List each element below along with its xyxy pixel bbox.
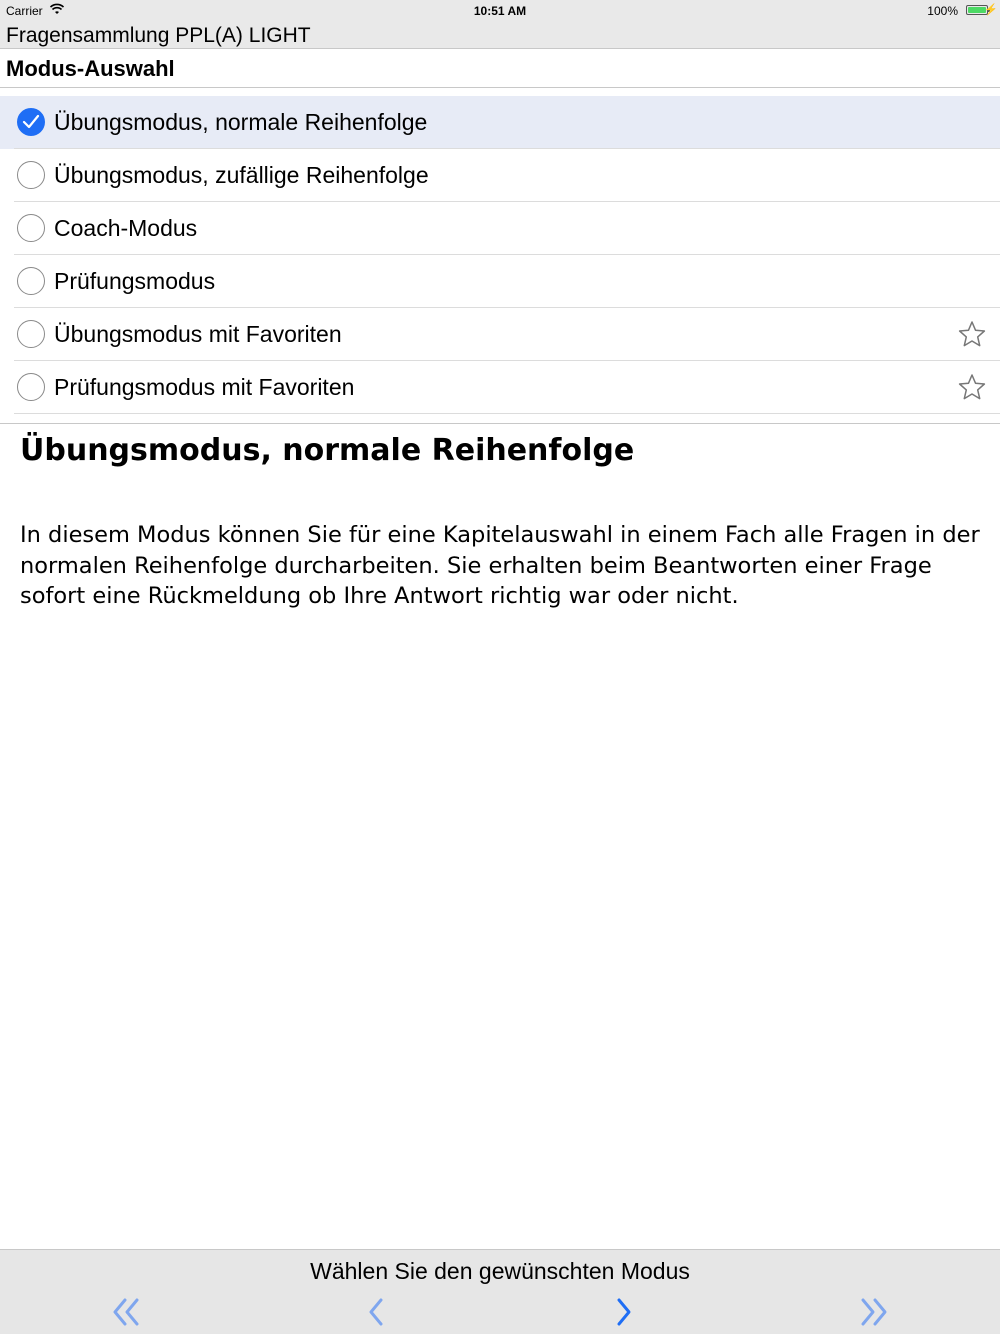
mode-option[interactable]: [0, 96, 1000, 149]
double-chevron-right-icon: [857, 1294, 893, 1330]
radio-button[interactable]: [17, 161, 45, 189]
mode-label: Übungsmodus mit Favoriten: [54, 321, 342, 347]
star-icon: [958, 373, 986, 406]
mode-label: Prüfungsmodus: [54, 268, 216, 294]
section-header: Modus-Auswahl: [0, 50, 1000, 88]
chevron-left-icon: [357, 1294, 393, 1330]
radio-button[interactable]: [17, 108, 45, 136]
radio-button[interactable]: [17, 214, 45, 242]
hint-text: Wählen Sie den gewünschten Modus: [310, 1258, 690, 1284]
mode-option[interactable]: [0, 255, 1000, 308]
mode-label: Prüfungsmodus mit Favoriten: [54, 374, 355, 400]
charging-icon: ⚡: [984, 4, 998, 16]
battery-percentage: 100%: [927, 4, 958, 18]
double-chevron-left-icon: [107, 1294, 143, 1330]
mode-option[interactable]: [0, 202, 1000, 255]
previous-button[interactable]: [357, 1294, 393, 1330]
mode-option[interactable]: [0, 361, 1000, 414]
divider: [0, 423, 1000, 424]
carrier-label: Carrier: [6, 4, 43, 18]
next-button[interactable]: [607, 1294, 643, 1330]
status-bar: [0, 0, 1000, 22]
row-separator: [14, 413, 1000, 414]
radio-button[interactable]: [17, 373, 45, 401]
mode-option[interactable]: [0, 149, 1000, 202]
mode-label: Übungsmodus, normale Reihenfolge: [54, 109, 428, 135]
mode-list: [0, 96, 1000, 414]
mode-label: Übungsmodus, zufällige Reihenfolge: [54, 162, 429, 188]
mode-option[interactable]: [0, 308, 1000, 361]
mode-label: Coach-Modus: [54, 215, 198, 241]
description-title: Übungsmodus, normale Reihenfolge: [20, 433, 635, 468]
star-icon: [958, 320, 986, 353]
radio-button[interactable]: [17, 267, 45, 295]
first-button[interactable]: [107, 1294, 143, 1330]
app-title: Fragensammlung PPL(A) LIGHT: [0, 22, 1000, 49]
bottom-toolbar: [0, 1249, 1000, 1334]
clock: 10:51 AM: [473, 4, 527, 18]
checkmark-icon: [22, 114, 40, 130]
chevron-right-icon: [607, 1294, 643, 1330]
last-button[interactable]: [857, 1294, 893, 1330]
radio-button[interactable]: [17, 320, 45, 348]
description-body: In diesem Modus können Sie für eine Kapitelauswahl in einem Fach alle Fragen in der normalen Reihenfolge durcharbeiten. Sie erhalten beim Beantworten einer Frage sofort eine Rückmeldung ob Ihre Antwort richtig war oder nicht.: [20, 522, 980, 609]
